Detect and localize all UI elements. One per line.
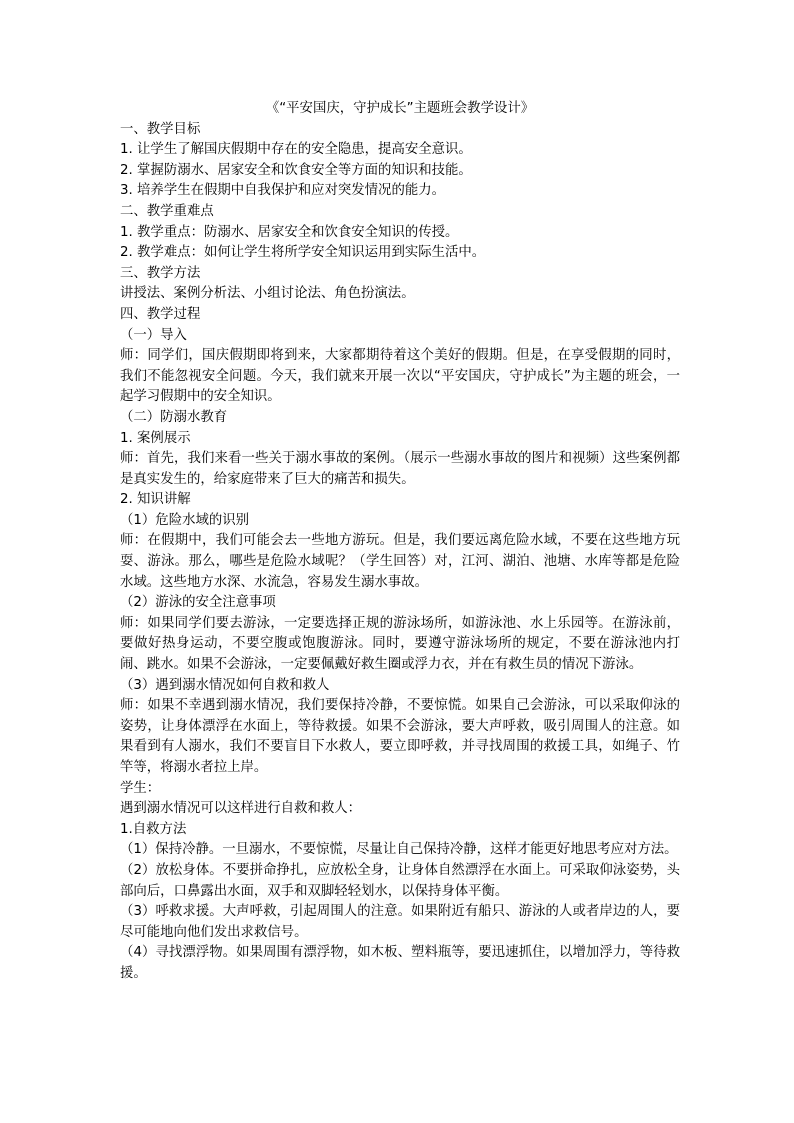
text-line: 三、教学方法 [120,265,201,281]
paragraph: （4）寻找漂浮物。如果周围有漂浮物，如木板、塑料瓶等，要迅速抓住，以增加浮力，等待救援。 [120,945,680,981]
text-line: 2. 知识讲解 [120,492,191,508]
text-line: 讲授法、案例分析法、小组讨论法、角色扮演法。 [120,286,415,302]
paragraph: 师：在假期中，我们可能会去一些地方游玩。但是，我们要远离危险水域，不要在这些地方玩耍、游泳。那么，哪些是危险水域呢？（学生回答）对，江河、湖泊、池塘、水库等都是危险水域。这些地方水深、水流急，容易发生溺水事故。 [120,533,680,590]
text-line: 四、教学过程 [120,306,201,322]
text-line: 学生： [120,780,161,796]
paragraph: （2）放松身体。不要拼命挣扎，应放松全身，让身体自然漂浮在水面上。可采取仰泳姿势，头部向后，口鼻露出水面，双手和双脚轻轻划水，以保持身体平衡。 [120,862,680,899]
text-line: （2）游泳的安全注意事项 [120,595,276,611]
document-title: 《“平安国庆，守护成长”主题班会教学设计》 [265,101,535,116]
text-line: 2. 掌握防溺水、居家安全和饮食安全等方面的知识和技能。 [120,162,472,178]
text-line: （1）危险水域的识别 [120,512,250,528]
paragraph: （3）呼救求援。大声呼救，引起周围人的注意。如果附近有船只、游泳的人或者岸边的人，要尽可能地向他们发出求救信号。 [120,904,680,940]
paragraph: 师：如果不幸遇到溺水情况，我们要保持冷静，不要惊慌。如果自己会游泳，可以采取仰泳的姿势，让身体漂浮在水面上，等待救援。如果不会游泳，要大声呼救，吸引周围人的注意。如果看到有人溺水，我们不要盲目下水救人，要立即呼救，并寻找周围的救援工具，如绳子、竹竿等，将溺水者拉上岸。 [120,698,680,775]
text-line: 二、教学重难点 [120,203,214,219]
document-page [120,99,680,985]
text-line: （一）导入 [120,327,187,343]
text-line: （3）遇到溺水情况如何自救和救人 [120,677,330,693]
paragraph: 师：首先，我们来看一些关于溺水事故的案例。（展示一些溺水事故的图片和视频）这些案例都是真实发生的，给家庭带来了巨大的痛苦和损失。 [120,451,680,487]
paragraph: 师：如果同学们要去游泳，一定要选择正规的游泳场所，如游泳池、水上乐园等。在游泳前，要做好热身运动，不要空腹或饱腹游泳。同时，要遵守游泳场所的规定，不要在游泳池内打闹、跳水。如果不会游泳，一定要佩戴好救生圈或浮力衣，并在有救生员的情况下游泳。 [120,615,680,673]
text-line: 1. 案例展示 [120,430,191,446]
paragraph: 师：同学们，国庆假期即将到来，大家都期待着这个美好的假期。但是，在享受假期的同时，我们不能忽视安全问题。今天，我们就来开展一次以“平安国庆，守护成长”为主题的班会，一起学习假期中的安全知识。 [120,348,680,405]
text-line: 2. 教学难点：如何让学生将所学安全知识运用到实际生活中。 [120,245,486,261]
text-line: 一、教学目标 [120,121,201,137]
text-line: 3. 培养学生在假期中自我保护和应对突发情况的能力。 [120,183,446,199]
text-line: （二）防溺水教育 [120,409,228,425]
text-line: 1. 教学重点：防溺水、居家安全和饮食安全知识的传授。 [120,224,459,240]
text-line: 1.自救方法 [120,821,187,837]
text-line: 1. 让学生了解国庆假期中存在的安全隐患，提高安全意识。 [120,142,472,158]
text-line: 遇到溺水情况可以这样进行自救和救人： [120,801,362,817]
paragraph: （1）保持冷静。一旦溺水，不要惊慌，尽量让自己保持冷静，这样才能更好地思考应对方法。 [120,842,678,858]
document-body [120,120,680,985]
